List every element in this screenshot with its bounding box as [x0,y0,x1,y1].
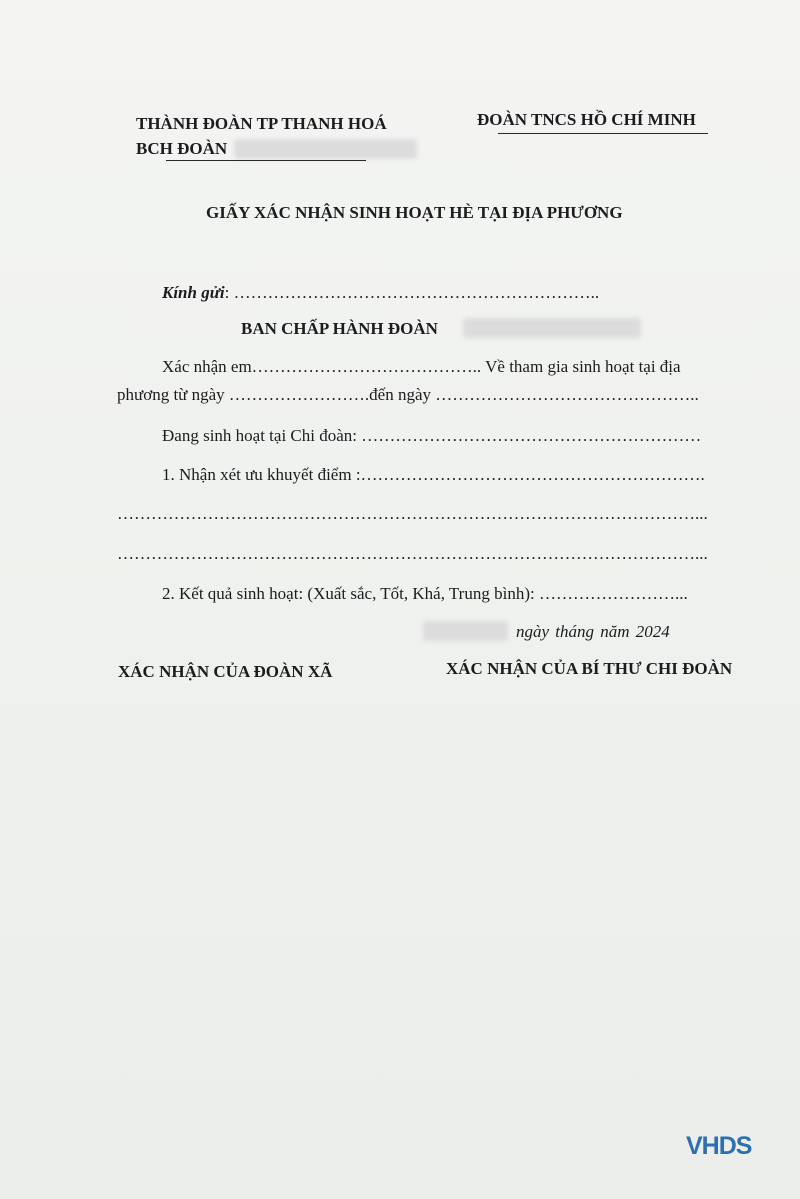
addressee-dots: : ……………………………………………………….. [224,283,600,302]
header-right: ĐOÀN TNCS HỒ CHÍ MINH [477,110,696,129]
remarks-dots-1: …………………………………………………………………………………………... [117,504,708,523]
redacted-block [423,621,508,641]
header-right-underline [498,133,708,134]
redacted-block [234,139,417,159]
header-left-underline [166,160,366,161]
period-line: phương từ ngày …………………….đến ngày ……………………………………….. [117,385,699,404]
document-title: GIẤY XÁC NHẬN SINH HOẠT HÈ TẠI ĐỊA PHƯƠNG [206,203,623,222]
signature-right: XÁC NHẬN CỦA BÍ THƯ CHI ĐOÀN [446,659,733,678]
confirm-line: Xác nhận em………………………………….. Về tham gia sinh hoạt tại địa [162,357,681,376]
result-line: 2. Kết quả sinh hoạt: (Xuất sắc, Tốt, Khá, Trung bình): ……………………... [162,584,688,603]
addressee-label: Kính gửi [162,283,225,302]
remarks-line: 1. Nhận xét ưu khuyết điểm :……………………………………………………. [162,465,705,484]
remarks-dots-2: …………………………………………………………………………………………... [117,544,708,563]
vhds-logo: VHDS [686,1132,752,1160]
redacted-block [463,318,641,338]
header-left-line2: BCH ĐOÀN [136,139,228,158]
recipient-heading: BAN CHẤP HÀNH ĐOÀN [241,319,438,338]
addressee-line [162,283,599,303]
header-left-line1: THÀNH ĐOÀN TP THANH HOÁ [136,114,387,133]
signature-left: XÁC NHẬN CỦA ĐOÀN XÃ [118,662,333,681]
chapter-line: Đang sinh hoạt tại Chi đoàn: …………………………………………………… [162,426,702,445]
date-line: ngày tháng năm 2024 [516,622,670,641]
